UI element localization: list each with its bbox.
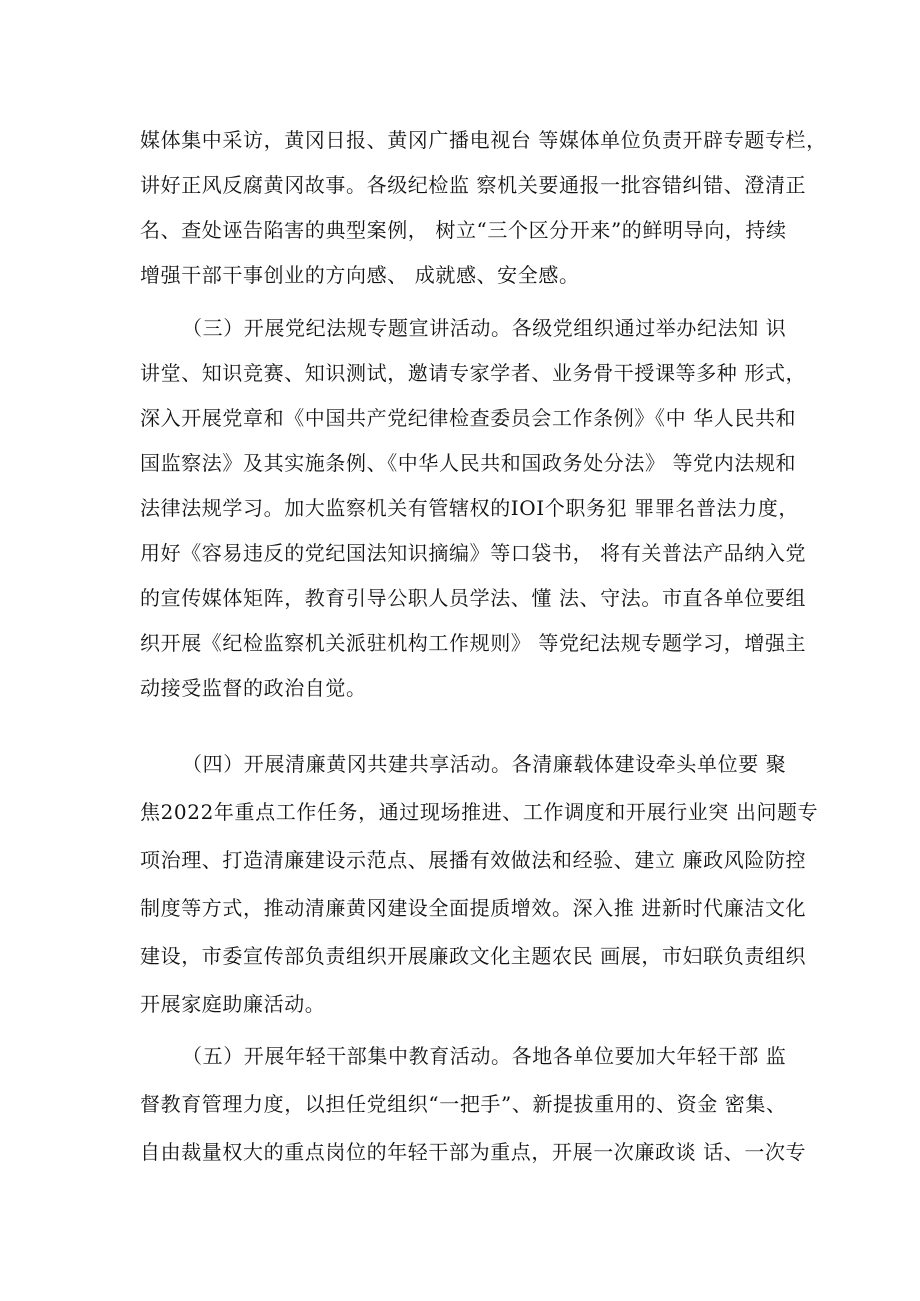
paragraph-1-line-1: 媒体集中采访，黄冈日报、黄冈广播电视台 等媒体单位负责开辟专题专栏， <box>140 128 827 152</box>
paragraph-4-line-2: 督教育管理力度，以担任党组织“一把手”、新提拔重用的、资金 密集、 <box>140 1092 787 1116</box>
paragraph-2-line-3: 深入开展党章和《中国共产党纪律检查委员会工作条例》《中 华人民共和 <box>140 406 797 430</box>
paragraph-3-line-2: 焦2022年重点工作任务，通过现场推进、工作调度和开展行业突 出问题专 <box>140 800 819 824</box>
paragraph-2-line-9: 动接受监督的政治自觉。 <box>140 676 367 700</box>
paragraph-3-line-4: 制度等方式，推动清廉黄冈建设全面提质增效。深入推 进新时代廉洁文化 <box>140 896 807 920</box>
paragraph-2-line-2: 讲堂、知识竞赛、知识测试，邀请专家学者、业务骨干授课等多种 形式， <box>140 361 807 385</box>
paragraph-2-line-4: 国监察法》及其实施条例、《中华人民共和国政务处分法》 等党内法规和 <box>140 451 797 475</box>
paragraph-2-line-8: 织开展《纪检监察机关派驻机构工作规则》 等党纪法规专题学习，增强主 <box>140 631 807 655</box>
paragraph-3-line-5: 建设，市委宣传部负责组织开展廉政文化主题农民 画展，市妇联负责组织 <box>140 944 807 968</box>
paragraph-1-line-2: 讲好正风反腐黄冈故事。各级纪检监 察机关要通报一批容错纠错、澄清正 <box>140 173 807 197</box>
paragraph-2-line-6: 用好《容易违反的党纪国法知识摘编》等口袋书， 将有关普法产品纳入党 <box>140 541 807 565</box>
paragraph-3-line-6: 开展家庭助廉活动。 <box>140 992 326 1016</box>
paragraph-4-line-1: （五）开展年轻干部集中教育活动。各地各单位要加大年轻干部 监 <box>182 1044 787 1068</box>
paragraph-4-line-3: 自由裁量权大的重点岗位的年轻干部为重点，开展一次廉政谈 话、一次专 <box>140 1140 807 1164</box>
paragraph-3-line-1: （四）开展清廉黄冈共建共享活动。各清廉载体建设牵头单位要 聚 <box>182 752 787 776</box>
paragraph-1-line-3: 名、查处诬告陷害的典型案例， 树立“三个区分开来”的鲜明导向，持续 <box>140 218 787 242</box>
paragraph-3-line-3: 项治理、打造清廉建设示范点、展播有效做法和经验、建立 廉政风险防控 <box>140 848 807 872</box>
paragraph-1-line-4: 增强干部干事创业的方向感、 成就感、安全感。 <box>140 263 580 287</box>
paragraph-2-line-5: 法律法规学习。加大监察机关有管辖权的IOI个职务犯 罪罪名普法力度， <box>140 496 799 520</box>
paragraph-2-line-7: 的宣传媒体矩阵，教育引导公职人员学法、懂 法、守法。市直各单位要组 <box>140 586 807 610</box>
paragraph-2-line-1: （三）开展党纪法规专题宣讲活动。各级党组织通过举办纪法知 识 <box>182 316 787 340</box>
